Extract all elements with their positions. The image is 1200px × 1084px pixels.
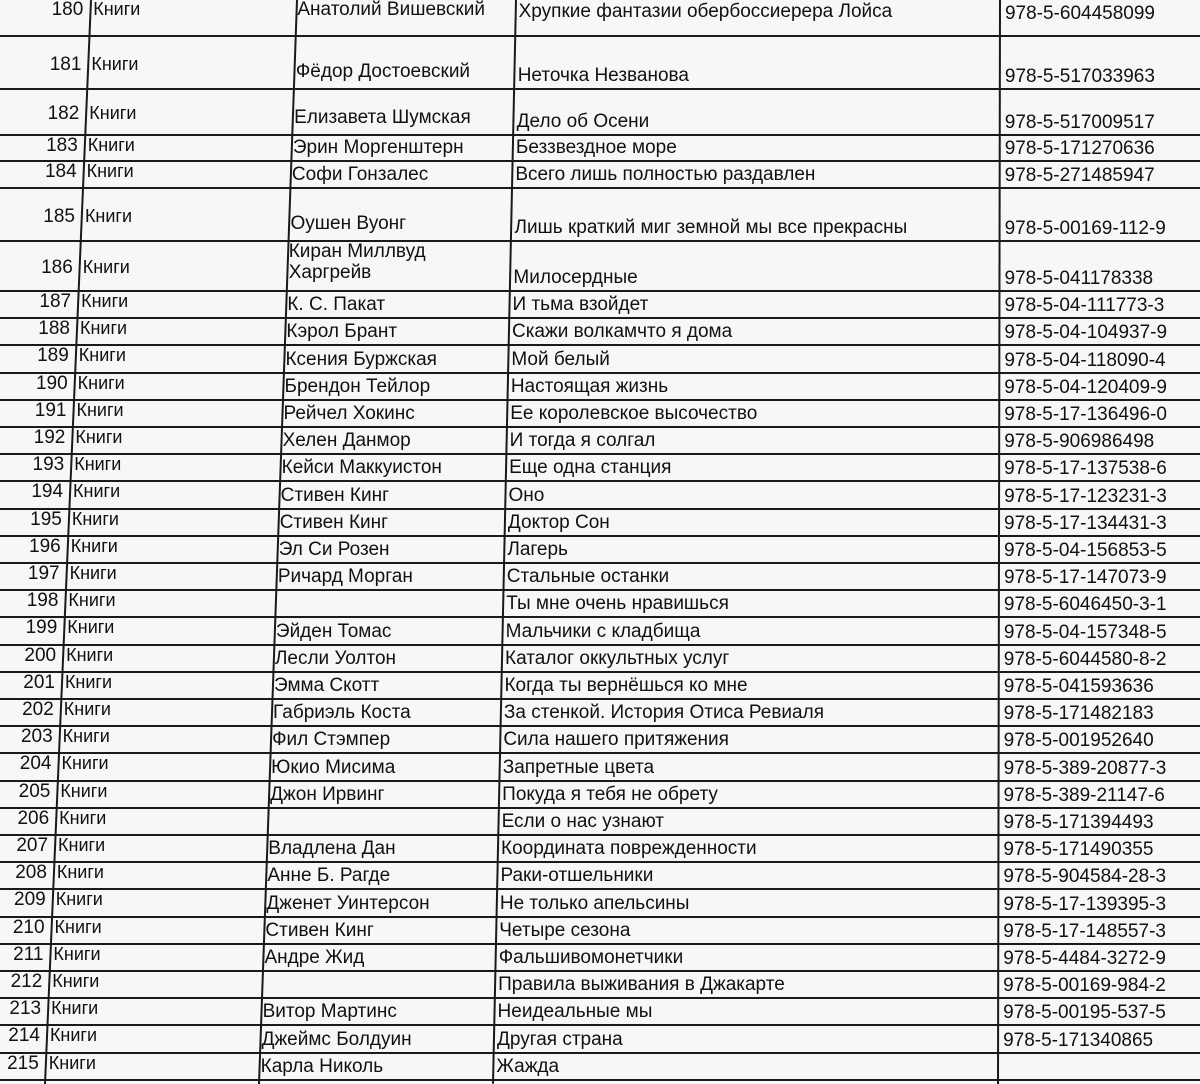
row-title: И тогда я солгал [509,430,656,451]
row-isbn: 978-5-389-21147-6 [1003,785,1165,806]
row-title: Доктор Сон [507,512,610,533]
row-number: 192 [33,427,66,448]
row-title: Стальные останки [506,566,670,587]
row-title: Еще одна станция [509,457,672,478]
row-number: 203 [20,726,53,747]
row-isbn: 978-5-171490355 [1003,839,1154,860]
row-title: Неидеальные мы [497,1001,653,1022]
row-divider [0,240,1200,242]
row-title: И тьма взойдет [512,294,649,315]
row-title: Неточка Незванова [517,65,689,86]
row-category: Книги [86,161,134,181]
row-category: Книги [66,645,114,665]
row-category: Книги [69,563,117,583]
row-author: Хелен Данмор [282,430,411,451]
row-divider [0,970,1200,972]
row-isbn: 978-5-4484-3272-9 [1003,948,1166,969]
row-number: 195 [30,509,62,530]
row-author: Софи Гонзалес [291,164,429,185]
row-title: Хрупкие фантазии обербоссиерера Лойса [518,1,893,22]
row-category: Книги [48,1053,96,1073]
row-category: Книги [74,454,122,474]
row-author: Кейси Маккуистон [281,457,442,478]
row-title: Не только апельсины [499,893,690,914]
row-author: Кэрол Брант [286,321,398,342]
row-category: Книги [79,318,128,338]
row-author: Фил Стэмпер [272,729,391,750]
row-isbn: 978-5-04-120409-9 [1004,377,1167,398]
row-title: Всего лишь полностью раздавлен [515,164,816,185]
row-isbn: 978-5-041178338 [1004,268,1154,289]
row-isbn: 978-5-00169-984-2 [1003,975,1166,996]
row-category: Книги [53,944,101,964]
row-number: 204 [19,753,52,774]
row-author: Джон Ирвинг [270,784,385,805]
row-divider [0,888,1200,890]
row-author: Эл Си Розен [278,539,390,560]
row-category: Книги [52,971,100,991]
row-author: Киран Миллвуд Харгрейв [288,241,426,283]
row-number: 212 [10,971,43,992]
row-author: Анне Б. Рагде [267,865,391,886]
row-isbn: 978-5-04-157348-5 [1003,622,1167,643]
row-author: Фёдор Достоевский [295,61,471,82]
row-author: Оушен Вуонг [290,213,407,234]
row-number: 190 [35,373,68,394]
row-divider [0,35,1200,37]
row-title: Запретные цвета [502,757,655,778]
row-number: 211 [13,944,44,965]
row-category: Книги [84,205,133,226]
row-isbn: 978-5-001952640 [1003,730,1154,751]
row-category: Книги [62,726,110,746]
row-title: За стенкой. История Отиса Ревиаля [503,702,824,723]
row-isbn: 978-5-6046450-3-1 [1003,594,1167,615]
row-category: Книги [75,427,123,447]
row-category: Книги [82,257,130,277]
row-category: Книги [49,1025,98,1045]
row-divider [0,1052,1200,1054]
row-number: 185 [43,205,75,227]
row-isbn: 978-5-00195-537-5 [1003,1002,1166,1023]
row-author: Брендон Тейлор [284,376,431,397]
row-author: Юкио Мисима [271,757,396,778]
row-category: Книги [87,135,135,155]
row-divider [0,187,1200,189]
row-isbn: 978-5-041593636 [1003,676,1154,697]
row-number: 206 [17,808,50,829]
row-author: Стивен Кинг [279,512,389,533]
row-author: Елизавета Шумская [294,107,471,128]
row-category: Книги [61,753,109,773]
row-isbn: 978-5-517009517 [1004,112,1155,133]
row-author: Эмма Скотт [274,675,380,696]
row-title: Если о нас узнают [501,811,665,832]
row-divider [0,861,1200,863]
row-title: Каталог оккультных услуг [505,648,730,669]
row-number: 208 [15,862,47,883]
row-author: Андре Жид [264,947,365,968]
row-category: Книги [81,291,129,311]
row-isbn: 978-5-04-104937-9 [1004,322,1168,343]
row-category: Книги [51,998,99,1018]
row-number: 188 [38,318,70,339]
row-number: 202 [22,699,54,720]
row-title: Лишь краткий миг земной мы все прекрасны [514,217,908,238]
row-title: Мой белый [511,349,610,370]
row-category: Книги [71,509,119,529]
row-divider [0,997,1200,999]
row-number: 197 [27,563,60,584]
row-isbn: 978-5-171394493 [1003,812,1154,833]
row-number: 201 [23,672,55,693]
row-category: Книги [56,862,104,882]
row-number: 182 [47,103,80,124]
row-title: Скажи волкамчто я дома [511,321,733,342]
row-category: Книги [58,835,106,855]
row-number: 181 [49,53,82,75]
row-isbn: 978-5-906986498 [1004,431,1155,452]
row-category: Книги [55,889,103,909]
row-number: 184 [44,161,77,182]
row-category: Книги [64,672,113,692]
row-number: 187 [39,291,72,312]
row-divider [0,916,1200,918]
row-number: 213 [9,998,42,1019]
row-category: Книги [54,917,102,937]
row-title: Беззвездное море [515,137,677,158]
row-isbn: 978-5-17-137538-6 [1004,458,1167,479]
row-category: Книги [78,345,126,365]
row-author: Эйден Томас [275,621,392,642]
row-title: Покуда я тебя не обрету [502,784,718,805]
row-number: 191 [34,400,67,421]
row-category: Книги [60,781,108,801]
row-number: 180 [51,0,84,20]
row-divider [0,807,1200,809]
row-number: 198 [26,590,59,611]
row-isbn: 978-5-17-148557-3 [1003,921,1166,942]
row-title: Дело об Осени [516,111,650,132]
row-title: Фальшивомонетчики [498,947,684,968]
row-isbn: 978-5-04-118090-4 [1004,350,1166,371]
row-number: 193 [32,454,65,475]
row-category: Книги [73,481,121,501]
row-author: Ксения Буржская [285,349,437,370]
row-divider [0,88,1200,90]
row-category: Книги [89,103,137,123]
row-title: Милосердные [513,267,638,288]
row-title: Другая страна [496,1029,623,1050]
row-number: 183 [46,135,78,156]
row-category: Книги [70,536,118,556]
row-number: 196 [29,536,61,557]
row-author: К. С. Пакат [287,294,386,315]
row-author: Анатолий Вишевский [297,0,485,20]
row-isbn: 978-5-17-136496-0 [1004,404,1167,425]
row-title: Когда ты вернёшься ко мне [504,675,748,696]
row-isbn: 978-5-04-111773-3 [1004,295,1165,316]
row-category: Книги [76,400,124,420]
row-category: Книги [67,617,115,637]
row-isbn: 978-5-6044580-8-2 [1003,649,1167,670]
column-divider [997,0,1001,1084]
row-title: Раки-отшельники [500,865,654,886]
row-number: 205 [18,781,51,802]
row-title: Координата поврежденности [501,838,757,859]
row-author: Рейчел Хокинс [283,403,415,424]
row-number: 210 [12,917,45,938]
row-isbn: 978-5-604458099 [1004,3,1155,24]
row-divider [0,1079,1200,1081]
row-divider [0,943,1200,945]
row-author: Джеймс Болдуин [261,1029,412,1050]
row-isbn: 978-5-17-139395-3 [1003,894,1167,915]
row-category: Книги [68,590,116,610]
row-title: Четыре сезона [499,920,631,941]
row-title: Оно [508,485,545,506]
row-divider [0,834,1200,836]
row-author: Эрин Моргенштерн [292,137,464,158]
row-category: Книги [91,53,139,74]
row-author: Владлена Дан [268,838,396,859]
row-isbn: 978-5-171340865 [1003,1030,1154,1051]
row-isbn: 978-5-517033963 [1004,66,1155,87]
row-isbn: 978-5-171270636 [1004,138,1155,159]
row-category: Книги [63,699,111,719]
row-author: Дженет Уинтерсон [266,893,430,914]
row-title: Правила выживания в Джакарте [498,974,785,995]
row-number: 215 [7,1053,39,1074]
row-number: 207 [16,835,49,856]
row-title: Ее королевское высочество [510,403,758,424]
row-divider [0,1024,1200,1026]
row-title: Настоящая жизнь [510,376,669,397]
row-isbn: 978-5-171482183 [1003,703,1154,724]
row-number: 194 [31,481,64,502]
row-number: 214 [8,1025,40,1046]
row-author: Ричард Морган [277,566,413,587]
row-number: 186 [41,257,73,278]
row-title: Сила нашего притяжения [503,729,729,750]
row-author: Лесли Уолтон [274,648,397,669]
row-title: Ты мне очень нравишься [506,593,729,614]
row-author: Карла Николь [260,1056,384,1077]
row-number: 189 [37,345,69,366]
row-isbn: 978-5-17-123231-3 [1004,486,1167,507]
row-category: Книги [77,373,125,393]
row-author: Стивен Кинг [265,920,374,941]
row-title: Мальчики с кладбища [505,621,701,642]
row-category: Книги [93,0,141,19]
row-isbn: 978-5-04-156853-5 [1003,540,1167,561]
row-isbn: 978-5-17-134431-3 [1004,513,1167,534]
row-category: Книги [59,808,107,828]
row-isbn: 978-5-389-20877-3 [1003,758,1167,779]
row-author: Габриэль Коста [273,702,411,723]
row-title: Жажда [496,1056,560,1077]
row-isbn: 978-5-17-147073-9 [1003,567,1167,588]
row-author: Витор Мартинс [262,1001,397,1022]
row-number: 209 [14,889,46,910]
row-isbn: 978-5-904584-28-3 [1003,866,1167,887]
row-author: Стивен Кинг [280,485,390,506]
row-isbn: 978-5-271485947 [1004,165,1155,186]
row-title: Лагерь [507,539,568,560]
row-number: 199 [25,617,58,638]
row-isbn: 978-5-00169-112-9 [1004,218,1166,239]
row-number: 200 [24,645,57,666]
